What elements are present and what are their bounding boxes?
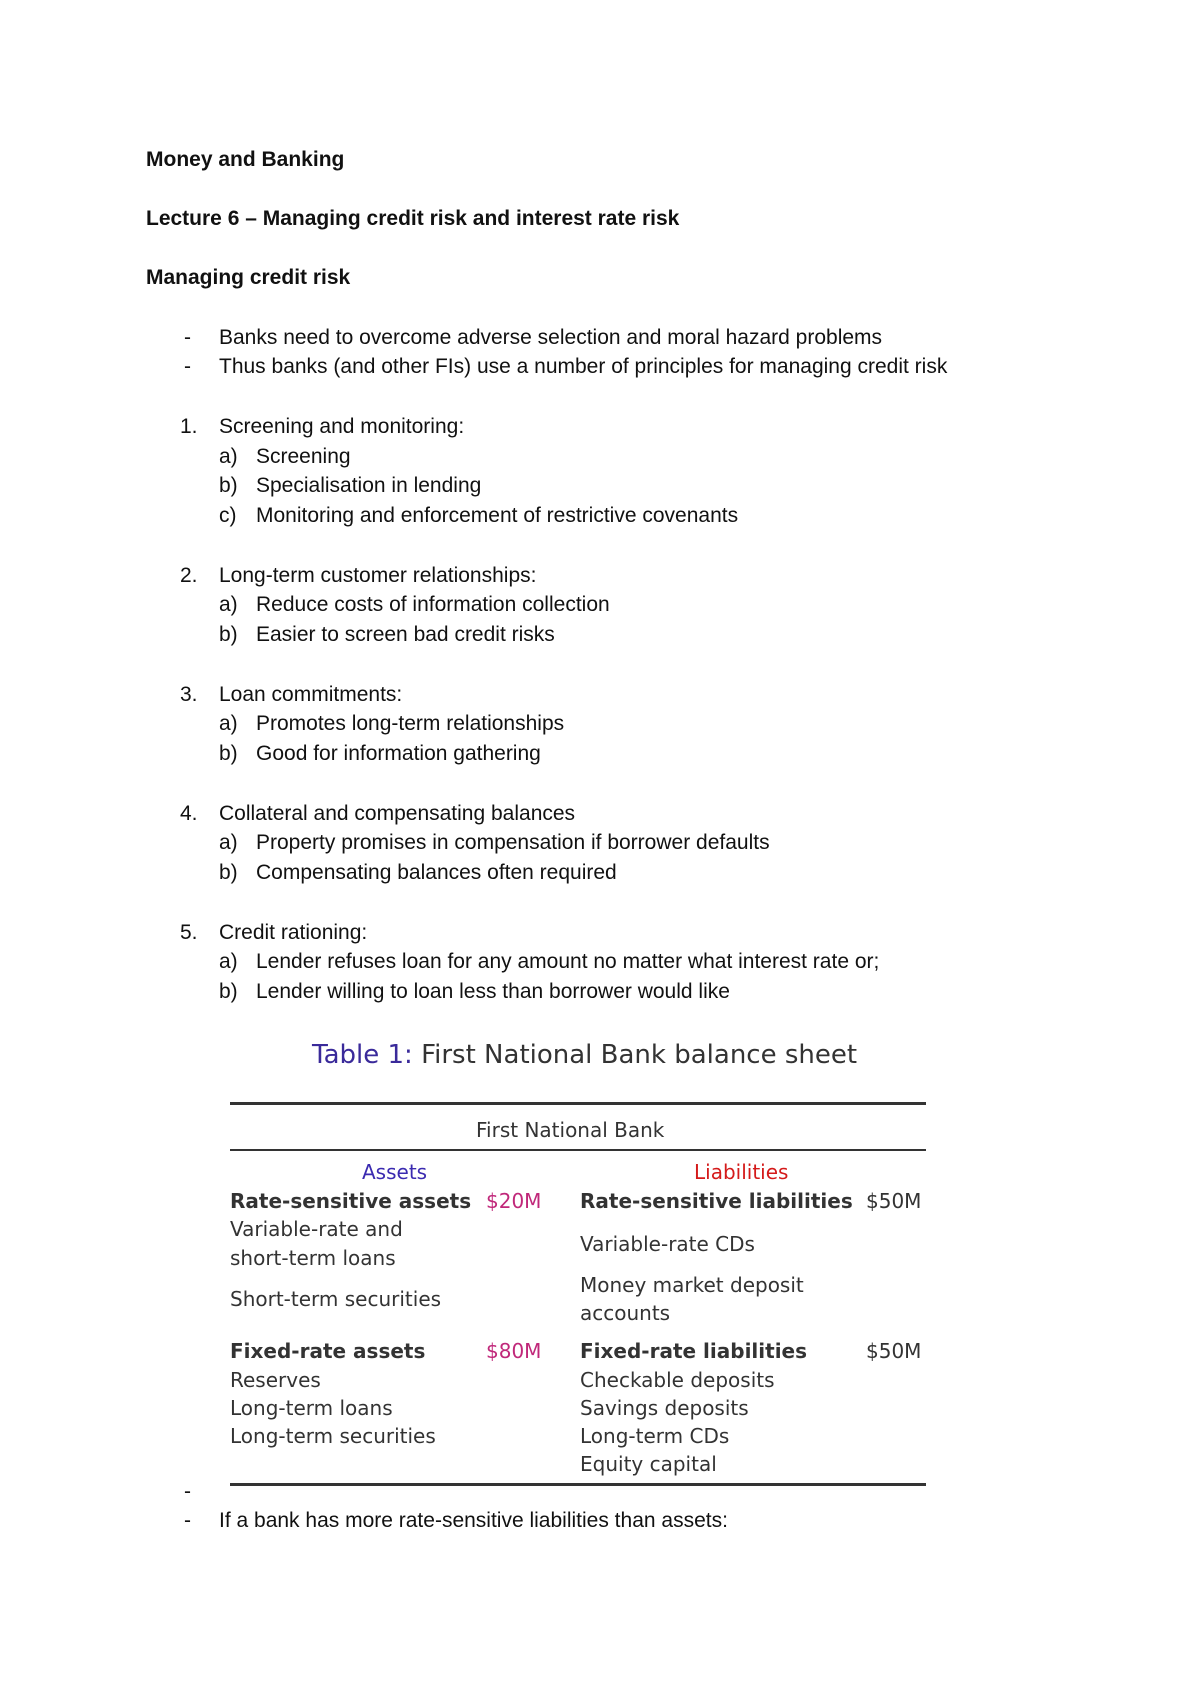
sub-item-text: Good for information gathering xyxy=(256,742,541,765)
sub-item-letter: a) xyxy=(219,831,238,854)
rate-sensitive-assets-value: $20M xyxy=(486,1189,542,1213)
sub-item-text: Screening xyxy=(256,445,351,468)
sub-item-text: Easier to screen bad credit risks xyxy=(256,623,555,646)
principle-title: Loan commitments: xyxy=(219,683,403,706)
sub-item-text: Specialisation in lending xyxy=(256,474,482,497)
bullet-text: If a bank has more rate-sensitive liabilities than assets: xyxy=(219,1509,728,1532)
liabilities-header: Liabilities xyxy=(694,1160,789,1184)
table-top-rule xyxy=(230,1102,926,1105)
table-mid-rule xyxy=(230,1149,926,1151)
bullet-text: Thus banks (and other FIs) use a number of principles for managing credit risk xyxy=(219,355,948,378)
asset-item: Long-term loans xyxy=(230,1396,393,1420)
table-caption-label: Table 1: xyxy=(312,1040,413,1070)
sub-item-text: Promotes long-term relationships xyxy=(256,712,565,735)
table-caption xyxy=(312,1040,857,1070)
bullet-dash: - xyxy=(184,1509,191,1532)
rate-sensitive-liabilities-value: $50M xyxy=(866,1189,922,1213)
fixed-rate-assets-value: $80M xyxy=(486,1339,542,1363)
asset-item: short-term loans xyxy=(230,1246,396,1270)
liability-item: Money market deposit xyxy=(580,1273,804,1297)
bullet-text: Banks need to overcome adverse selection and moral hazard problems xyxy=(219,326,883,349)
liability-item: Long-term CDs xyxy=(580,1424,730,1448)
table-caption-text: First National Bank balance sheet xyxy=(421,1040,858,1070)
bullet-dash: - xyxy=(184,326,191,349)
course-title: Money and Banking xyxy=(146,148,345,171)
table-bottom-rule xyxy=(230,1483,926,1486)
rate-sensitive-liabilities-label: Rate-sensitive liabilities xyxy=(580,1189,853,1213)
sub-item-text: Compensating balances often required xyxy=(256,861,617,884)
principle-number: 4. xyxy=(180,802,198,825)
bullet-dash: - xyxy=(184,355,191,378)
bullet-dash: - xyxy=(184,1480,191,1503)
sub-item-text: Property promises in compensation if borrower defaults xyxy=(256,831,770,854)
sub-item-letter: a) xyxy=(219,593,238,616)
sub-item-letter: b) xyxy=(219,742,238,765)
rate-sensitive-assets-label: Rate-sensitive assets xyxy=(230,1189,472,1213)
liability-item: Checkable deposits xyxy=(580,1368,775,1392)
sub-item-letter: b) xyxy=(219,623,238,646)
table-bank-name: First National Bank xyxy=(476,1118,665,1142)
sub-item-text: Monitoring and enforcement of restrictive covenants xyxy=(256,504,739,527)
section-title: Managing credit risk xyxy=(146,266,351,289)
sub-item-letter: c) xyxy=(219,504,237,527)
asset-item: Long-term securities xyxy=(230,1424,436,1448)
sub-item-text: Lender refuses loan for any amount no matter what interest rate or; xyxy=(256,950,880,973)
principle-number: 3. xyxy=(180,683,198,706)
principle-number: 1. xyxy=(180,415,198,438)
liability-item: Equity capital xyxy=(580,1452,717,1476)
sub-item-text: Reduce costs of information collection xyxy=(256,593,610,616)
sub-item-text: Lender willing to loan less than borrower would like xyxy=(256,980,730,1003)
liability-item: Savings deposits xyxy=(580,1396,749,1420)
fixed-rate-liabilities-label: Fixed-rate liabilities xyxy=(580,1339,808,1363)
assets-header: Assets xyxy=(362,1160,428,1184)
fixed-rate-liabilities-value: $50M xyxy=(866,1339,922,1363)
liability-item: Variable-rate CDs xyxy=(580,1232,755,1256)
principle-title: Credit rationing: xyxy=(219,921,368,944)
liability-item: accounts xyxy=(580,1301,671,1325)
principle-title: Collateral and compensating balances xyxy=(219,802,576,825)
sub-item-letter: a) xyxy=(219,950,238,973)
principle-number: 2. xyxy=(180,564,198,587)
principle-title: Screening and monitoring: xyxy=(219,415,465,438)
sub-item-letter: b) xyxy=(219,474,238,497)
sub-item-letter: a) xyxy=(219,445,238,468)
principle-number: 5. xyxy=(180,921,198,944)
principle-title: Long-term customer relationships: xyxy=(219,564,537,587)
fixed-rate-assets-label: Fixed-rate assets xyxy=(230,1339,426,1363)
sub-item-letter: a) xyxy=(219,712,238,735)
asset-item: Variable-rate and xyxy=(230,1217,403,1241)
asset-item: Short-term securities xyxy=(230,1287,442,1311)
asset-item: Reserves xyxy=(230,1368,321,1392)
sub-item-letter: b) xyxy=(219,980,238,1003)
sub-item-letter: b) xyxy=(219,861,238,884)
lecture-title: Lecture 6 – Managing credit risk and interest rate risk xyxy=(146,207,680,230)
